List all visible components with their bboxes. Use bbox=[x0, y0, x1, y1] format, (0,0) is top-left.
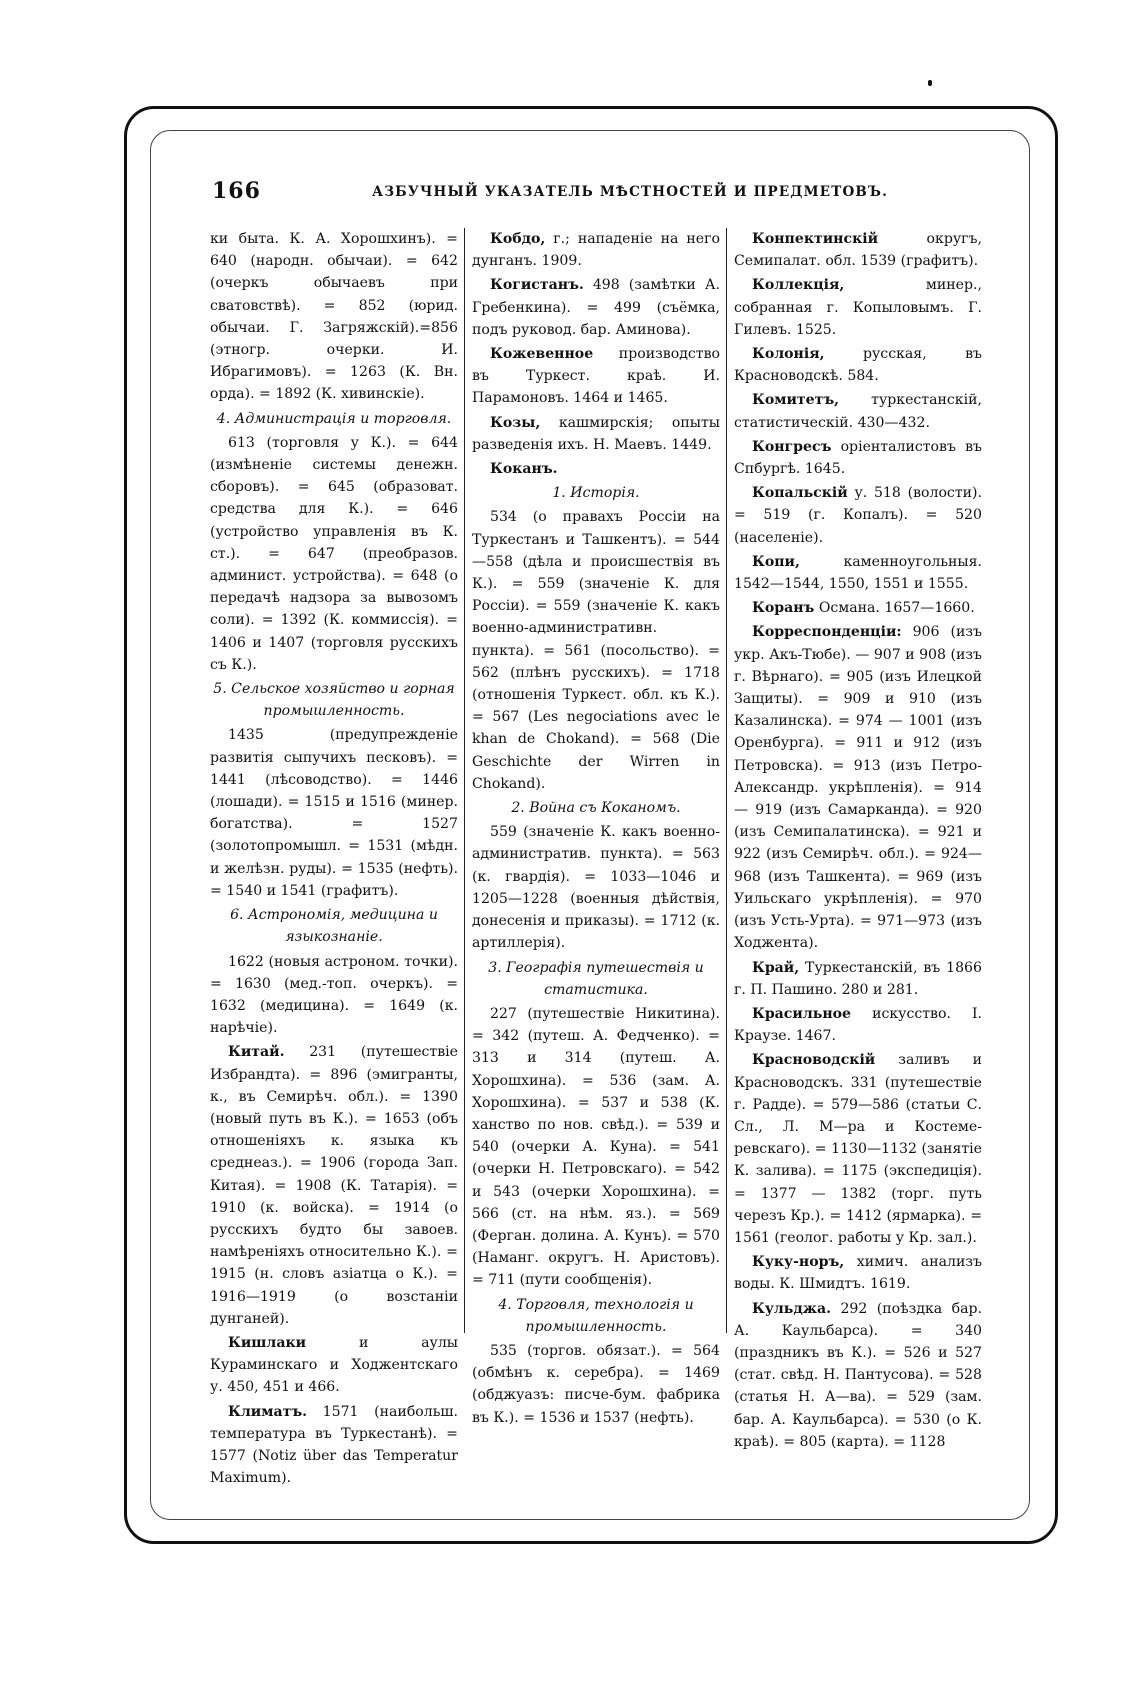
index-entry: 227 (путешествіе Никитина). = 342 (путеш. А. Федченко). = 313 и 314 (путеш. А. Хорошхина). = 536 (зам. А. Хорошхина). = 537 и 538 (К. ханство по нов. свѣд.). = 539 и 540 (очерки А. Куна). = 541 (очерки Н. Петровскаго). = 542 и 543 (очерки Хорошхина). = 566 (ст. на нѣм. яз.). = 569 (Ферган. долина. А. Кунъ). = 570 (Наманг. округъ. Н. Аристовъ). = 711 (пути сообщенія). bbox=[472, 1005, 720, 1289]
entry-headword: Куку-норъ, bbox=[752, 1254, 845, 1271]
entry-headword: Китай. bbox=[228, 1044, 285, 1061]
index-entry bbox=[472, 412, 720, 456]
entry-text: минер., собранная г. Копыловымъ. Г. Гилевъ. 1525. bbox=[734, 277, 982, 338]
page-number: 166 bbox=[212, 178, 261, 204]
entry-headword: Копальскій bbox=[752, 485, 848, 502]
index-entry: 1435 (предупрежденіе развитія сыпучихъ песковъ). = 1441 (лѣсоводство). = 1446 (лошади). = 1515 и 1516 (минер. богатства). = 1527 (золотопромышл. = 1531 (мѣдн. и желѣзн. руды). = 1535 (нефть). = 1540 и 1541 (графитъ). bbox=[210, 727, 458, 899]
ink-dot bbox=[928, 80, 932, 86]
index-entry bbox=[734, 1251, 982, 1295]
section-heading: 3. Географія путешествія и статистика. bbox=[488, 959, 704, 998]
index-entry bbox=[210, 1401, 458, 1490]
section-heading: 4. Торговля, технологія и промышленность. bbox=[498, 1296, 694, 1335]
entry-text: кашмирскія; опыты разведенія ихъ. Н. Маевъ. 1449. bbox=[472, 414, 720, 453]
index-column-1 bbox=[210, 228, 458, 1491]
page-header bbox=[212, 178, 972, 218]
index-entry bbox=[734, 274, 982, 341]
index-entry bbox=[734, 1049, 982, 1249]
section-heading: 4. Администрація и торговля. bbox=[216, 410, 452, 427]
index-entry: 1622 (новыя астроном. точки). = 1630 (мед.-топ. очеркъ). = 1632 (медицина). = 1649 (к. нарѣчіе). bbox=[210, 953, 458, 1037]
entry-headword: Кульджа. bbox=[752, 1300, 832, 1317]
entry-headword: Край, bbox=[752, 959, 800, 976]
index-entry bbox=[472, 228, 720, 272]
entry-headword: Корреспонденціи: bbox=[752, 624, 902, 641]
index-columns bbox=[210, 228, 983, 1487]
entry-headword: Конгресъ bbox=[752, 438, 832, 455]
index-entry bbox=[210, 1041, 458, 1330]
index-column-3 bbox=[734, 228, 982, 1455]
index-entry bbox=[734, 482, 982, 549]
entry-text: оріенталистовъ въ Спбургѣ. 1645. bbox=[734, 438, 982, 478]
entry-text: 231 (путешествіе Избрандта). = 896 (эмигранты, к., въ Семирѣч. обл.). = 1390 (новый путь въ К.). = 1653 (объ отношеніяхъ к. языка къ среднеаз.). = 1906 (города Зап. Китая). = 1908 (К. Татарія). = 1910 (к. войска). = 1914 (о русскихъ будто бы завоев. намѣреніяхъ относительно К.). = 1915 (н. словъ азіатца о К.). = 1916—1919 (о возстаніи дунганей). bbox=[210, 1044, 459, 1327]
column-divider bbox=[726, 228, 727, 1333]
entry-headword: Кишлаки bbox=[228, 1334, 307, 1351]
entry-text: химич. анализъ воды. К. Шмидтъ. 1619. bbox=[734, 1254, 982, 1293]
index-column-2 bbox=[472, 228, 720, 1431]
index-entry bbox=[734, 1003, 982, 1047]
entry-text: Османа. 1657—1660. bbox=[818, 600, 975, 617]
entry-headword: Конпектинскій bbox=[752, 231, 879, 247]
entry-headword: Козы, bbox=[490, 414, 541, 431]
entry-text: 498 (замѣтки А. Гребенкина). = 499 (съёмка, подъ руковод. бар. Аминова). bbox=[472, 277, 720, 338]
index-entry bbox=[472, 343, 720, 410]
entry-text: у. 518 (волости). = 519 (г. Копалъ). = 520 (населеніе). bbox=[734, 485, 982, 546]
index-entry bbox=[472, 458, 720, 480]
entry-text: русская, въ Красноводскѣ. 584. bbox=[734, 346, 982, 385]
index-entry bbox=[734, 228, 982, 272]
index-entry: 613 (торговля у К.). = 644 (измѣненіе системы денежн. сборовъ). = 645 (образоват. средства для К.). = 646 (устройство управленія въ К. ст.). = 647 (преобразов. админист. устройства). = 648 (о передачѣ надзора за вывозомъ соли). = 1392 (К. коммиссія). = 1406 и 1407 (торговля русскихъ съ К.). bbox=[210, 434, 458, 673]
index-entry: 534 (о правахъ Россіи на Туркестанъ и Ташкентъ). = 544—558 (дѣла и происшествія въ К.). = 559 (значеніе К. для Россіи). = 559 (значеніе К. какъ военно-административн. пункта). = 561 (посольство). = 562 (плѣнъ русскихъ). = 1718 (отношенія Туркест. обл. къ К.). = 567 (Les negociations avec le khan de Chokand). = 568 (Die Geschichte der Wirren in Chokand). bbox=[472, 509, 720, 792]
entry-headword: Коллекція, bbox=[752, 277, 845, 294]
entry-text: производство въ Туркест. краѣ. И. Парамоновъ. 1464 и 1465. bbox=[472, 346, 720, 407]
index-entry bbox=[734, 621, 982, 954]
index-entry bbox=[734, 597, 982, 619]
entry-text: г.; нападеніе на него дунганъ. 1909. bbox=[472, 231, 720, 270]
entry-text: каменноугольныя. 1542—1544, 1550, 1551 и 1555. bbox=[734, 553, 982, 593]
entry-text: округъ, Семипалат. обл. 1539 (графитъ). bbox=[734, 231, 982, 270]
index-entry bbox=[734, 1298, 982, 1453]
running-title: АЗБУЧНЫЙ УКАЗАТЕЛЬ МѢСТНОСТЕЙ И ПРЕДМЕТОВЪ. bbox=[372, 184, 889, 200]
entry-headword: Красноводскій bbox=[752, 1052, 876, 1069]
index-entry bbox=[734, 957, 982, 1001]
entry-headword: Коканъ. bbox=[490, 461, 558, 478]
entry-text: Туркестанскій, въ 1866 г. П. Пашино. 280 и 281. bbox=[734, 959, 982, 998]
index-entry: 559 (значеніе К. какъ военно-административ. пункта). = 563 (к. гвардія). = 1033—1046 и 1205—1228 (военныя дѣйствія, донесенія и приказы). = 1712 (к. артиллерія). bbox=[472, 824, 720, 952]
section-heading: 1. Исторія. bbox=[552, 485, 640, 502]
entry-headword: Когистанъ. bbox=[490, 277, 584, 294]
entry-headword: Кобдо, bbox=[490, 231, 546, 247]
entry-text: 292 (поѣздка бар. А. Каульбарса). = 340 (праздникъ въ К.). = 526 и 527 (стат. свѣд. Н. Пантусова). = 528 (статья Н. А—ва). = 529 (зам. бар. А. Каульбарса). = 530 (о К. краѣ). = 805 (карта). = 1128 bbox=[734, 1300, 983, 1450]
index-entry bbox=[734, 343, 982, 387]
index-entry: 535 (торгов. обязат.). = 564 (обмѣнъ к. серебра). = 1469 (обджуазъ: писче-бум. фабрика въ К.). = 1536 и 1537 (нефть). bbox=[472, 1342, 720, 1426]
index-entry bbox=[734, 436, 982, 480]
entry-text: заливъ и Красноводскъ. 331 (путешествіе г. Радде). = 579—586 (статьи С. Сл., Л. М—ра и Костеме-ревскаго). = 1130—1132 (занятіе К. залива). = 1175 (экспедиція). = 1377 — 1382 (торг. путь черезъ Кр.). = 1412 (ярмарка). = 1561 (геолог. работы у Кр. зал.). bbox=[734, 1052, 982, 1246]
entry-text: 1571 (наибольш. температура въ Туркестанѣ). = 1577 (Notiz über das Temperatur Maximum). bbox=[210, 1403, 458, 1487]
index-entry bbox=[734, 389, 982, 433]
index-entry bbox=[734, 551, 982, 595]
index-entry bbox=[210, 1332, 458, 1399]
entry-headword: Комитетъ, bbox=[752, 392, 840, 409]
entry-headword: Коранъ bbox=[752, 600, 815, 617]
index-entry: ки быта. К. А. Хорошхинъ). = 640 (народн. обычаи). = 642 (очеркъ обычаевъ при сватовствѣ). = 852 (юрид. обычаи. Г. Загряжскій).=856 (этногр. очерки. И. Ибрагимовъ). = 1263 (К. Вн. орда). = 1892 (К. хивинскіе). bbox=[210, 231, 458, 403]
entry-headword: Климатъ. bbox=[228, 1403, 308, 1420]
entry-text: 906 (изъ укр. Акъ-Тюбе). — 907 и 908 (изъ г. Вѣрнаго). = 905 (изъ Илецкой Защиты). = 909 и 910 (изъ Казалинска). = 974 — 1001 (изъ Оренбурга). = 911 и 912 (изъ Петровска). = 913 (изъ Петро-Александр. укрѣпленія). = 914 — 919 (изъ Самарканда). = 920 (изъ Семипалатинска). = 921 и 922 (изъ Семирѣч. обл.). = 924—968 (изъ Ташкента). = 969 (изъ Уильскаго укрѣпленія). = 970 (изъ Усть-Урта). = 971—973 (изъ Ходжента). bbox=[734, 624, 983, 952]
column-divider bbox=[464, 228, 465, 1333]
section-heading: 5. Сельское хозяйство и горная промышленность. bbox=[213, 681, 455, 720]
entry-text: искусство. I. Краузе. 1467. bbox=[734, 1005, 983, 1045]
entry-headword: Колонія, bbox=[752, 346, 825, 363]
entry-text: и аулы Кураминскаго и Ходжентскаго у. 450, 451 и 466. bbox=[210, 1334, 458, 1396]
entry-headword: Красильное bbox=[752, 1005, 852, 1022]
index-entry bbox=[472, 274, 720, 341]
section-heading: 2. Война съ Коканомъ. bbox=[511, 800, 681, 817]
section-heading: 6. Астрономія, медицина и языкознаніе. bbox=[230, 907, 438, 946]
entry-text: туркестанскій, статистическій. 430—432. bbox=[734, 392, 982, 431]
entry-headword: Кожевенное bbox=[490, 346, 594, 363]
entry-headword: Копи, bbox=[752, 553, 800, 570]
